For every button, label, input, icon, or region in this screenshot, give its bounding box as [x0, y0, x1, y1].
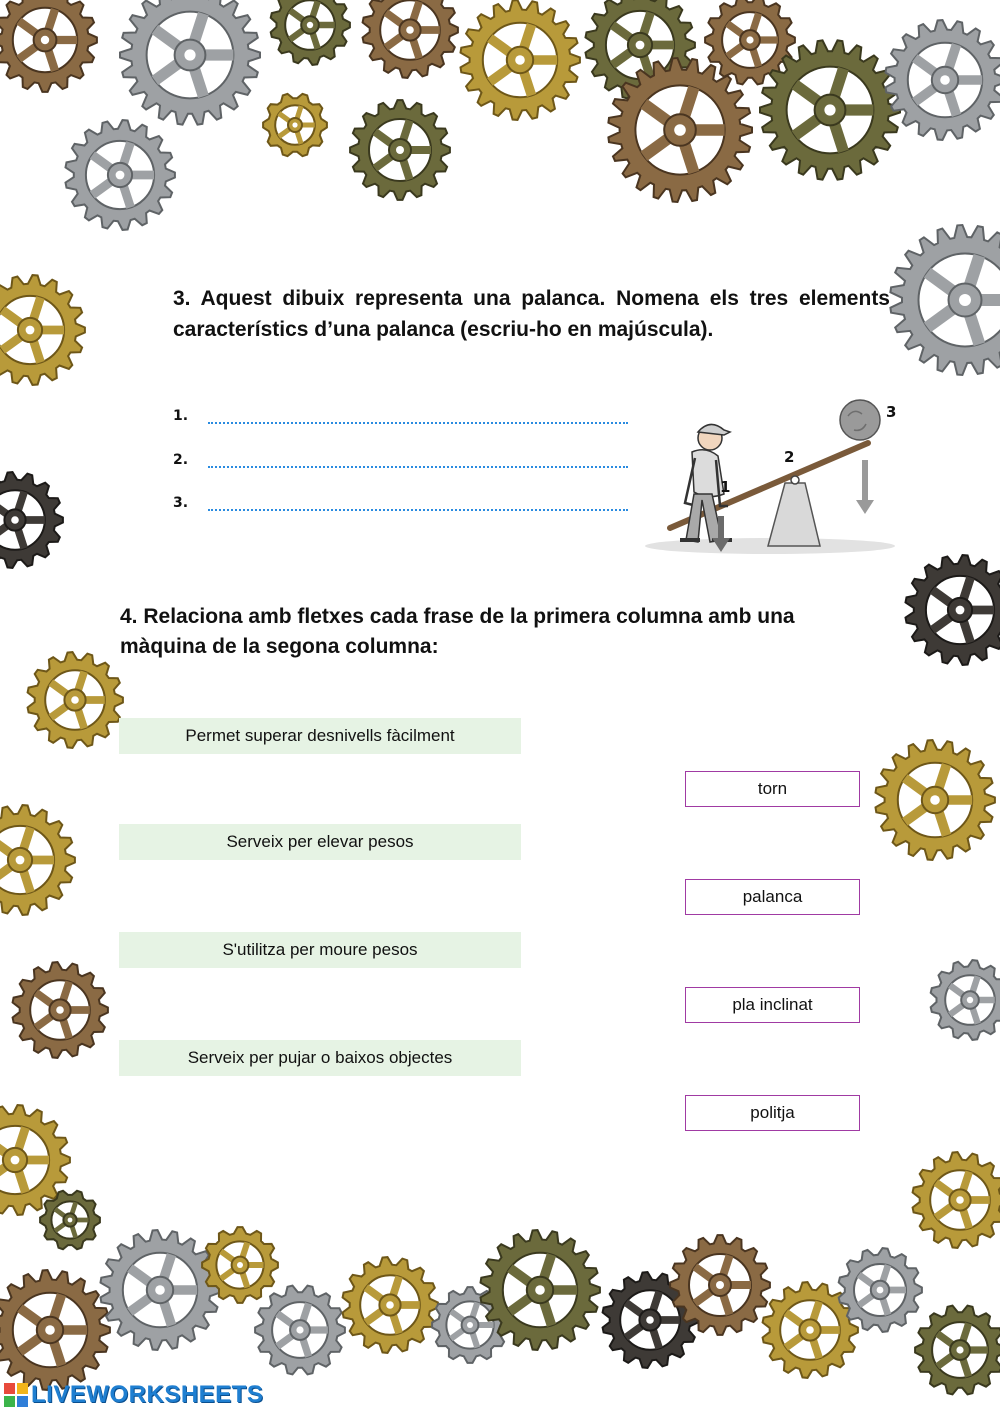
brand-name: LIVEWORKSHEETS — [31, 1381, 264, 1408]
figure-label-1: 1 — [720, 478, 731, 496]
figure-label-2: 2 — [784, 448, 795, 466]
phrase-box-3[interactable]: S'utilitza per moure pesos — [119, 932, 521, 968]
machine-box-politja[interactable]: politja — [685, 1095, 860, 1131]
figure-label-3: 3 — [886, 403, 897, 421]
answer-input-1[interactable] — [208, 404, 632, 426]
answer-line-3 — [173, 495, 633, 519]
machine-box-pla-inclinat[interactable]: pla inclinat — [685, 987, 860, 1023]
answer-number: 1. — [173, 408, 189, 424]
phrase-box-2[interactable]: Serveix per elevar pesos — [119, 824, 521, 860]
load-arrow — [862, 460, 868, 502]
answer-number: 3. — [173, 495, 189, 511]
answer-input-2[interactable] — [208, 448, 632, 470]
effort-arrow — [718, 516, 724, 540]
phrase-box-4[interactable]: Serveix per pujar o baixos objectes — [119, 1040, 521, 1076]
answer-number: 2. — [173, 452, 189, 468]
answer-line-1 — [173, 408, 633, 432]
answer-line-2 — [173, 452, 633, 476]
fulcrum-shape — [768, 483, 820, 546]
liveworksheets-logo — [4, 1382, 263, 1408]
phrase-box-1[interactable]: Permet superar desnivells fàcilment — [119, 718, 521, 754]
pivot-point — [791, 476, 799, 484]
question-4-title: 4. Relaciona amb fletxes cada frase de la primera columna amb una màquina de la segona columna: — [120, 605, 795, 658]
stone-load — [840, 400, 880, 440]
liveworksheets-icon — [4, 1383, 28, 1407]
answer-input-3[interactable] — [208, 491, 632, 513]
question-3-title: 3. Aquest dibuix representa una palanca. Nomena els tres elements característics d’una palanca (escriu-ho en majúscula). — [173, 287, 890, 341]
lever-illustration — [640, 388, 900, 558]
machine-box-torn[interactable]: torn — [685, 771, 860, 807]
machine-box-palanca[interactable]: palanca — [685, 879, 860, 915]
